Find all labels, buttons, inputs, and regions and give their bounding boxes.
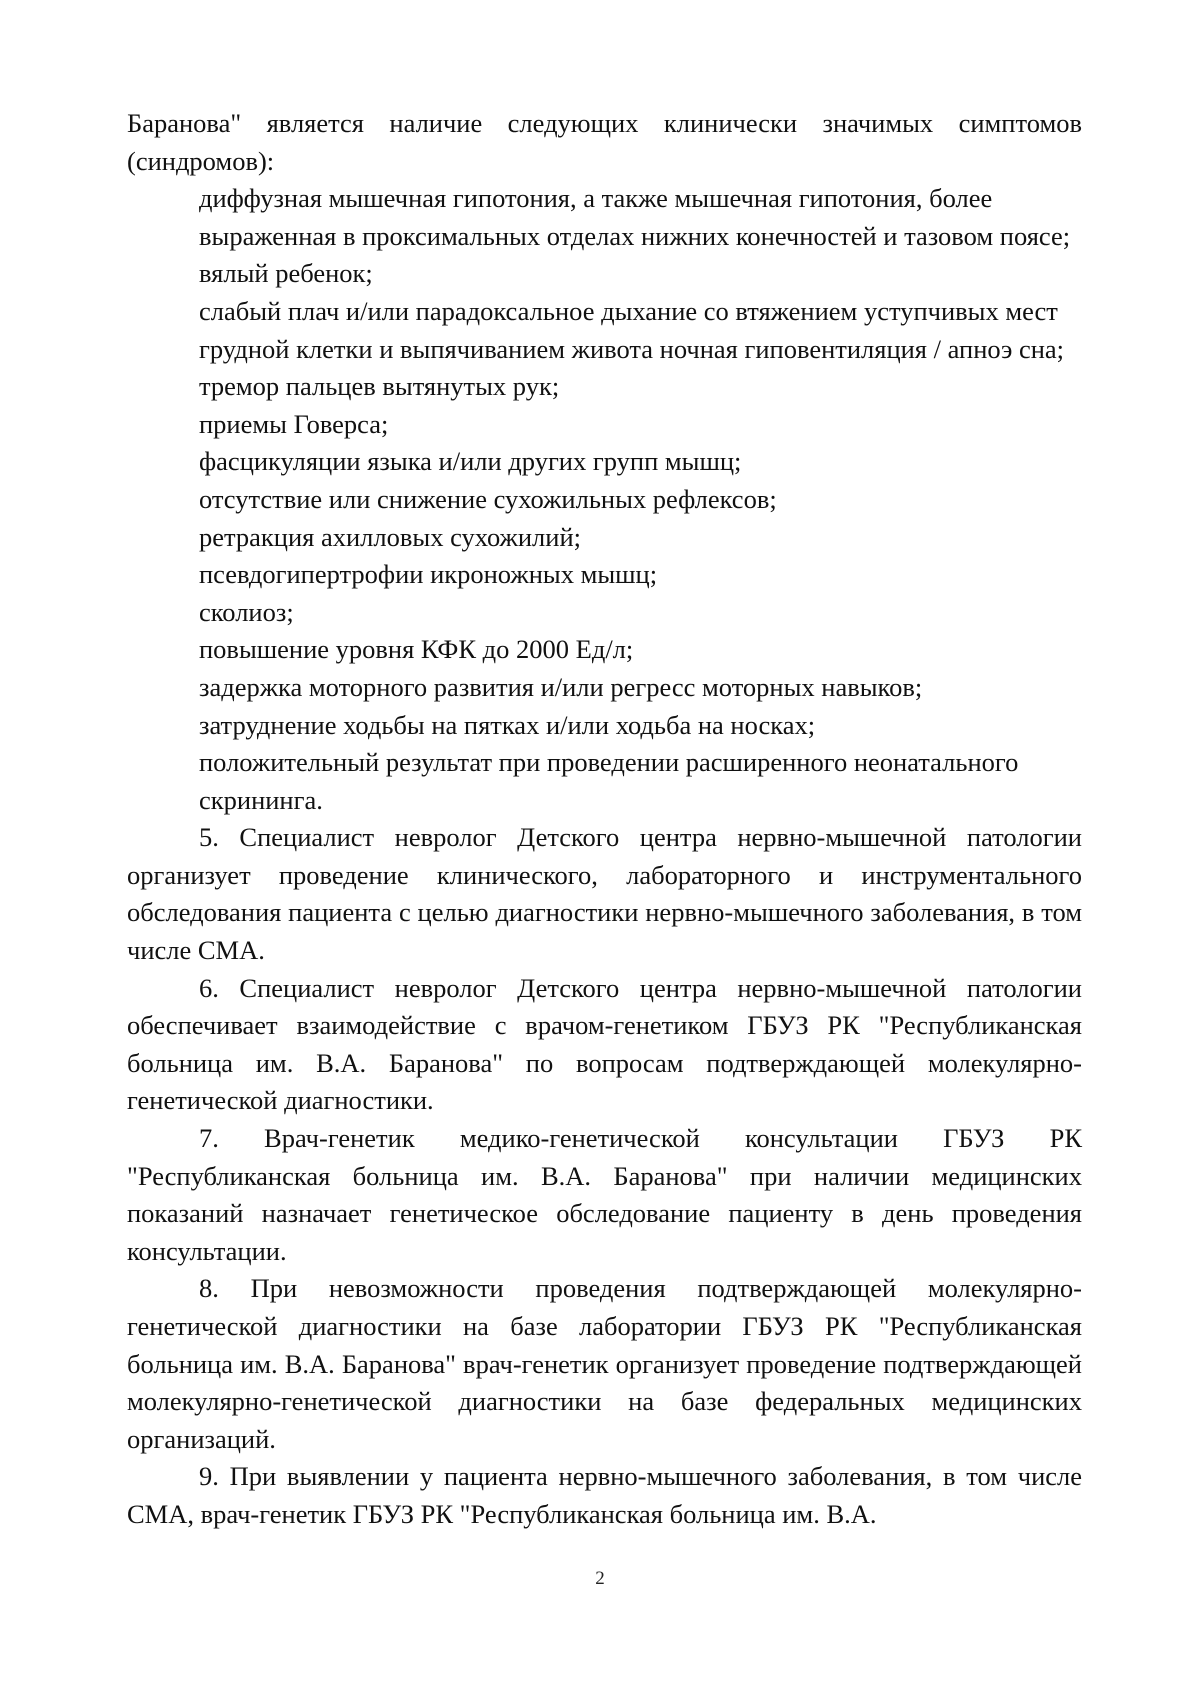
symptom-item: повышение уровня КФК до 2000 Ед/л; xyxy=(199,634,634,665)
symptom-item: отсутствие или снижение сухожильных рефлексов; xyxy=(199,483,777,514)
symptom-item: затруднение ходьбы на пятках и/или ходьба на носках; xyxy=(199,709,816,740)
symptom-item: сколиоз; xyxy=(199,596,294,627)
symptom-item: диффузная мышечная гипотония, а также мышечная гипотония, более выраженная в проксимальных отделах нижних конечностей и тазовом поясе; xyxy=(199,183,1071,251)
symptom-item: фасцикуляции языка и/или других групп мышц; xyxy=(199,446,742,477)
page-number: 2 xyxy=(595,1568,605,1589)
numbered-paragraph-5: 5. Специалист невролог Детского центра нервно-мышечной патологии организует проведение клинического, лабораторного и инструментального обследования пациента с целью диагностики нервно-мышечного заболевания, в том числе СМА. xyxy=(127,822,1082,966)
numbered-paragraph-9: 9. При выявлении у пациента нервно-мышечного заболевания, в том числе СМА, врач-генетик ГБУЗ РК "Республиканская больница им. В.А. xyxy=(127,1461,1082,1529)
numbered-paragraph-8: 8. При невозможности проведения подтверждающей молекулярно-генетической диагностики на базе лаборатории ГБУЗ РК "Республиканская больница им. В.А. Баранова" врач-генетик организует проведение подтверждающей молекулярно-генетической диагностики на базе федеральных медицинских организаций. xyxy=(127,1273,1082,1454)
symptom-item: ретракция ахилловых сухожилий; xyxy=(199,521,581,552)
symptom-item: вялый ребенок; xyxy=(199,258,373,289)
numbered-paragraph-7: 7. Врач-генетик медико-генетической консультации ГБУЗ РК "Республиканская больница им. В.А. Баранова" при наличии медицинских показаний назначает генетическое обследование пациенту в день проведения консультации. xyxy=(127,1123,1082,1266)
intro-paragraph: Баранова" является наличие следующих клинически значимых симптомов (синдромов): xyxy=(127,108,1082,176)
symptom-item: положительный результат при проведении расширенного неонатального скрининга. xyxy=(199,747,1019,815)
symptom-item: слабый плач и/или парадоксальное дыхание со втяжением уступчивых мест грудной клетки и выпячиванием живота ночная гиповентиляция / апноэ сна; xyxy=(199,295,1065,364)
symptom-item: тремор пальцев вытянутых рук; xyxy=(199,371,560,402)
symptom-item: псевдогипертрофии икроножных мышц; xyxy=(199,559,658,590)
document-body xyxy=(127,105,1082,1534)
numbered-paragraph-6: 6. Специалист невролог Детского центра нервно-мышечной патологии обеспечивает взаимодействие с врачом-генетиком ГБУЗ РК "Республиканская больница им. В.А. Баранова" по вопросам подтверждающей молекулярно-генетической диагностики. xyxy=(127,972,1082,1116)
symptom-item: приемы Говерса; xyxy=(199,408,389,439)
symptom-item: задержка моторного развития и/или регресс моторных навыков; xyxy=(199,671,923,702)
